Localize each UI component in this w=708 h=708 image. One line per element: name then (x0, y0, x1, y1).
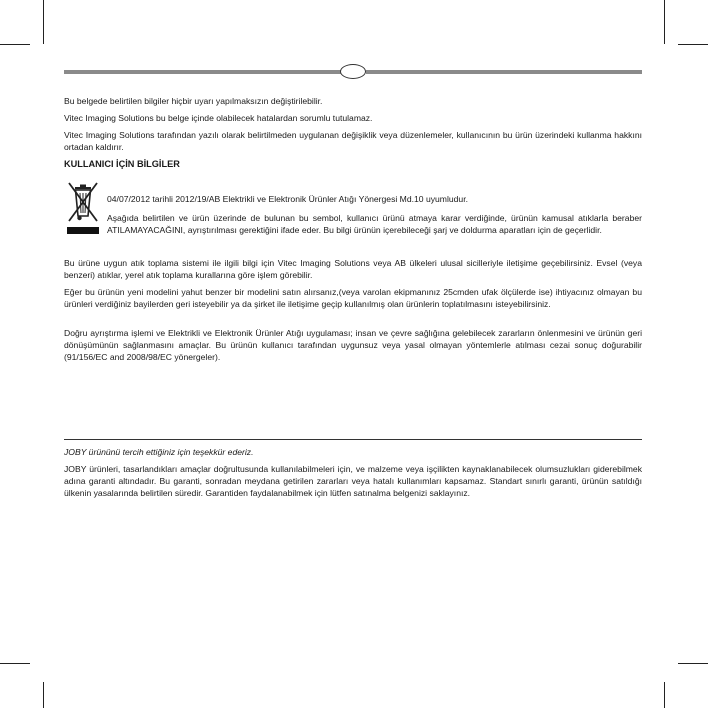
paragraph-return: Eğer bu ürünün yeni modelini yahut benzer bir modelini satın alırsanız,(veya varolan ekipmanınız 25cmden ufak ölçülerde ise) ihtiyacınız olmayan bu ürünleri verdiğiniz bayilerden geri isteyebilir ya da şirket ile iletişime geçip kullanılmış olan ürünlerin toplatılmasını isteyebilirsiniz. (64, 287, 642, 310)
crop-mark-top-left (43, 0, 44, 44)
thanks-line: JOBY ürününü tercih ettiğiniz için teşekkür ederiz. (64, 447, 254, 457)
paragraph-2: Vitec Imaging Solutions bu belge içinde olabilecek hatalardan sorumlu tutulamaz. (64, 113, 373, 123)
crop-mark-left-upper (0, 44, 30, 45)
paragraph-collection: Bu ürüne uygun atık toplama sistemi ile ilgili bilgi için Vitec Imaging Solutions veya AB ülkeleri ulusal sicilleriyle iletişime geçebilirsiniz. Evsel (veya benzeri) atıklar, yerel atık toplama kurallarına göre işlem görebilir. (64, 258, 642, 281)
section-divider (64, 439, 642, 440)
crop-mark-top-right (664, 0, 665, 44)
crop-mark-left-lower (0, 663, 30, 664)
paragraph-1: Bu belgede belirtilen bilgiler hiçbir uyarı yapılmaksızın değiştirilebilir. (64, 96, 323, 106)
page-number-oval (340, 64, 366, 79)
weee-bin-icon (66, 180, 100, 236)
warranty-paragraph: JOBY ürünleri, tasarlandıkları amaçlar doğrultusunda kullanılabilmeleri için, ve malzeme veya işçilikten kaynaklanabilecek olumsuzlukları giderebilmek adına garanti altındadır. Bu garanti, sonradan meydana getirilen zararları veya hatalı kullanımları kapsamaz. Standart sınırlı garanti, ürünün satıldığı ülkenin yasalarında belirtilen süredir. Garantiden faydalanabilmek için lütfen satınalma belgenizi saklayınız. (64, 464, 642, 499)
paragraph-disposal: Doğru ayrıştırma işlemi ve Elektrikli ve Elektronik Ürünler Atığı uygulaması; insan ve çevre sağlığına gelebilecek zararların önlenmesini ve ürünün geri dönüşümünün sağlanmasını amaçlar. Bu ürünün kullanıcı tarafından uygunsuz veya yasal olmayan yöntemlerle atılması cezai sonuç doğurabilir (91/156/EC and 2008/98/EC yönergeler). (64, 328, 642, 363)
section-heading: KULLANICI İÇİN BİLGİLER (64, 159, 180, 169)
crop-mark-bottom-left (43, 682, 44, 708)
paragraph-3: Vitec Imaging Solutions tarafından yazılı olarak belirtilmeden uygulanan değişiklik veya düzenlemeler, kullanıcının bu ürün üzerindeki kullanma hakkını ortadan kaldırır. (64, 130, 642, 153)
crop-mark-right-upper (678, 44, 708, 45)
header-bar-right (366, 70, 642, 74)
paragraph-directive: 04/07/2012 tarihli 2012/19/AB Elektrikli ve Elektronik Ürünler Atığı Yönergesi Md.10 uyumludur. (107, 194, 468, 204)
header-bar (64, 67, 642, 78)
paragraph-symbol: Aşağıda belirtilen ve ürün üzerinde de bulunan bu sembol, kullanıcı ürünü atmaya karar verdiğinde, ürünün kamusal atıklarla beraber ATILAMAYACAĞINI, ayrıştırılması gerektiğini ifade eder. Bu bilgi ürünün içerebileceği şarj ve doldurma aparatları için de geçerlidir. (107, 213, 642, 236)
header-bar-left (64, 70, 341, 74)
crop-mark-right-lower (678, 663, 708, 664)
crop-mark-bottom-right (664, 682, 665, 708)
